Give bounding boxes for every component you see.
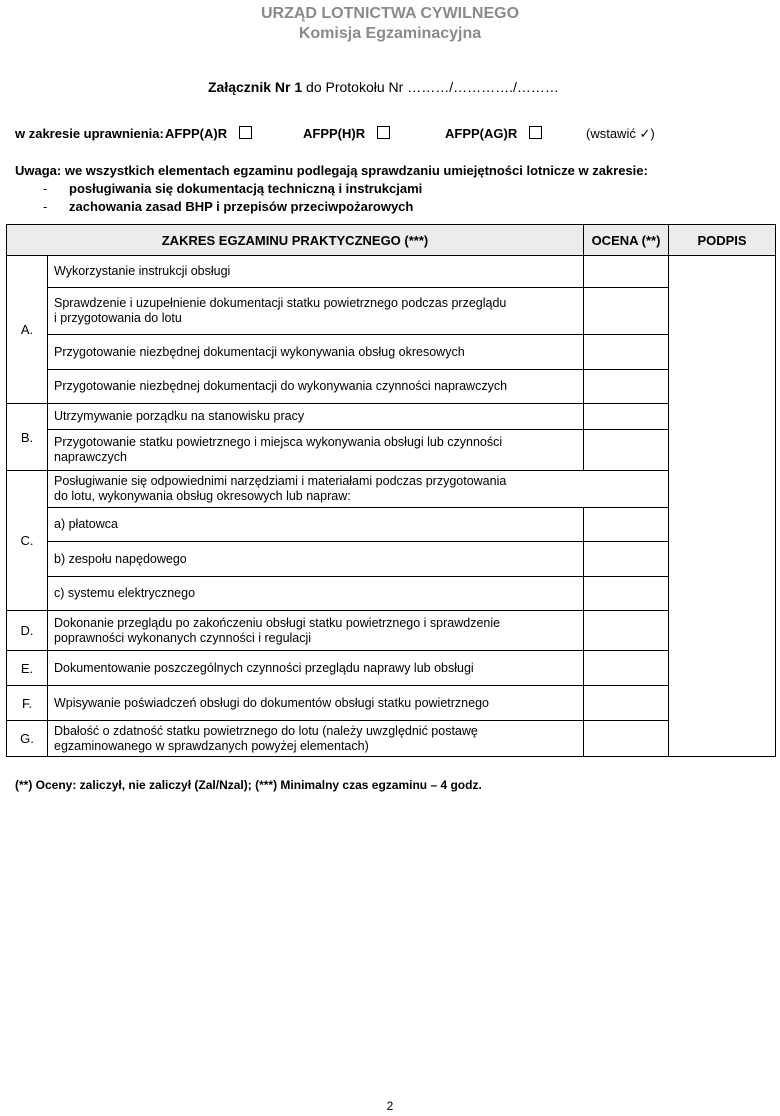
col-header-grade: OCENA (**)	[584, 225, 669, 256]
table-row	[7, 721, 776, 757]
option-afpp-ag[interactable]	[445, 126, 542, 141]
scope-label: w zakresie uprawnienia:	[15, 126, 164, 141]
table-row	[7, 288, 776, 335]
footnote: (**) Oceny: zaliczył, nie zaliczył (Zal/Nzal); (***) Minimalny czas egzaminu – 4 godz.	[15, 778, 482, 792]
item-b2-line1: Przygotowanie statku powietrznego i miejsca wykonywania obsługi lub czynności	[54, 435, 503, 449]
table-row	[7, 542, 776, 577]
insert-note: (wstawić ✓)	[586, 126, 655, 141]
option-afpp-h-label: AFPP(H)R	[303, 126, 366, 141]
grade-cell-c2[interactable]	[584, 542, 669, 577]
table-header-row	[7, 225, 776, 256]
item-f: Wpisywanie poświadczeń obsługi do dokumentów obsługi statku powietrznego	[48, 686, 584, 721]
office-title: URZĄD LOTNICTWA CYWILNEGO	[260, 5, 520, 22]
item-c2: b) zespołu napędowego	[48, 542, 584, 577]
item-a2-line2: i przygotowania do lotu	[54, 311, 182, 325]
section-label-e: E.	[7, 651, 48, 686]
table-row	[7, 256, 776, 288]
option-afpp-a[interactable]	[165, 126, 252, 141]
table-row	[7, 611, 776, 651]
page-number: 2	[386, 1099, 394, 1113]
item-c3: c) systemu elektrycznego	[48, 577, 584, 611]
item-e: Dokumentowanie poszczególnych czynności przeglądu naprawy lub obsługi	[48, 651, 584, 686]
bullet-mark: -	[43, 199, 48, 214]
item-g	[48, 721, 584, 757]
item-c-intro-line2: do lotu, wykonywania obsług okresowych lub napraw:	[54, 489, 351, 503]
table-row	[7, 404, 776, 430]
option-afpp-a-label: AFPP(A)R	[165, 126, 228, 141]
section-label-b: B.	[7, 404, 48, 471]
grade-cell-a4[interactable]	[584, 370, 669, 404]
grade-cell-f[interactable]	[584, 686, 669, 721]
grade-cell-d[interactable]	[584, 611, 669, 651]
section-label-a: A.	[7, 256, 48, 404]
section-label-c: C.	[7, 471, 48, 611]
table-row	[7, 686, 776, 721]
grade-cell-b1[interactable]	[584, 404, 669, 430]
col-header-signature: PODPIS	[669, 225, 776, 256]
notice-bullet-2: zachowania zasad BHP i przepisów przeciwpożarowych	[69, 199, 414, 214]
table-row	[7, 370, 776, 404]
item-b1: Utrzymywanie porządku na stanowisku pracy	[48, 404, 584, 430]
option-afpp-ag-label: AFPP(AG)R	[445, 126, 518, 141]
grade-cell-a1[interactable]	[584, 256, 669, 288]
annex-line	[208, 79, 559, 95]
bullet-mark: -	[43, 181, 48, 196]
protocol-number-dots: ………/…………./………	[407, 79, 559, 95]
signature-cell[interactable]	[669, 256, 776, 757]
checkbox-afpp-ag[interactable]	[529, 126, 542, 139]
exam-table	[6, 224, 776, 757]
item-c-intro-line1: Posługiwanie się odpowiednimi narzędziami i materiałami podczas przygotowania	[54, 474, 507, 488]
table-row	[7, 430, 776, 471]
grade-cell-b2[interactable]	[584, 430, 669, 471]
item-b2	[48, 430, 584, 471]
commission-title: Komisja Egzaminacyjna	[298, 25, 482, 42]
section-label-f: F.	[7, 686, 48, 721]
notice-text: Uwaga: we wszystkich elementach egzaminu podlegają sprawdzaniu umiejętności lotnicze w zakresie:	[15, 163, 648, 178]
item-c-intro	[48, 471, 669, 508]
grade-cell-e[interactable]	[584, 651, 669, 686]
item-a3: Przygotowanie niezbędnej dokumentacji wykonywania obsług okresowych	[48, 335, 584, 370]
table-row	[7, 577, 776, 611]
item-g-line1: Dbałość o zdatność statku powietrznego do lotu (należy uwzględnić postawę	[54, 723, 478, 738]
table-row	[7, 508, 776, 542]
table-row	[7, 651, 776, 686]
grade-cell-c1[interactable]	[584, 508, 669, 542]
grade-cell-a2[interactable]	[584, 288, 669, 335]
grade-cell-g[interactable]	[584, 721, 669, 757]
notice-bullet-1: posługiwania się dokumentacją techniczną i instrukcjami	[69, 181, 423, 196]
item-g-line2: egzaminowanego w sprawdzanych powyżej elementach)	[54, 738, 369, 753]
section-label-d: D.	[7, 611, 48, 651]
item-a4: Przygotowanie niezbędnej dokumentacji do wykonywania czynności naprawczych	[48, 370, 584, 404]
item-a1: Wykorzystanie instrukcji obsługi	[48, 256, 584, 288]
grade-cell-a3[interactable]	[584, 335, 669, 370]
item-d-line1: Dokonanie przeglądu po zakończeniu obsługi statku powietrznego i sprawdzenie	[54, 615, 501, 630]
annex-number: Załącznik Nr 1	[208, 79, 303, 95]
item-a2-line1: Sprawdzenie i uzupełnienie dokumentacji statku powietrznego podczas przeglądu	[54, 296, 507, 310]
item-c1: a) płatowca	[48, 508, 584, 542]
checkbox-afpp-h[interactable]	[377, 126, 390, 139]
table-row	[7, 335, 776, 370]
annex-protocol: do Protokołu Nr	[306, 79, 404, 95]
checkbox-afpp-a[interactable]	[239, 126, 252, 139]
item-d-line2: poprawności wykonanych czynności i regulacji	[54, 630, 312, 645]
item-a2	[48, 288, 584, 335]
item-d	[48, 611, 584, 651]
section-label-g: G.	[7, 721, 48, 757]
grade-cell-c3[interactable]	[584, 577, 669, 611]
table-row	[7, 471, 776, 508]
item-b2-line2: naprawczych	[54, 450, 127, 464]
col-header-scope: ZAKRES EGZAMINU PRAKTYCZNEGO (***)	[7, 225, 584, 256]
option-afpp-h[interactable]	[303, 126, 390, 141]
